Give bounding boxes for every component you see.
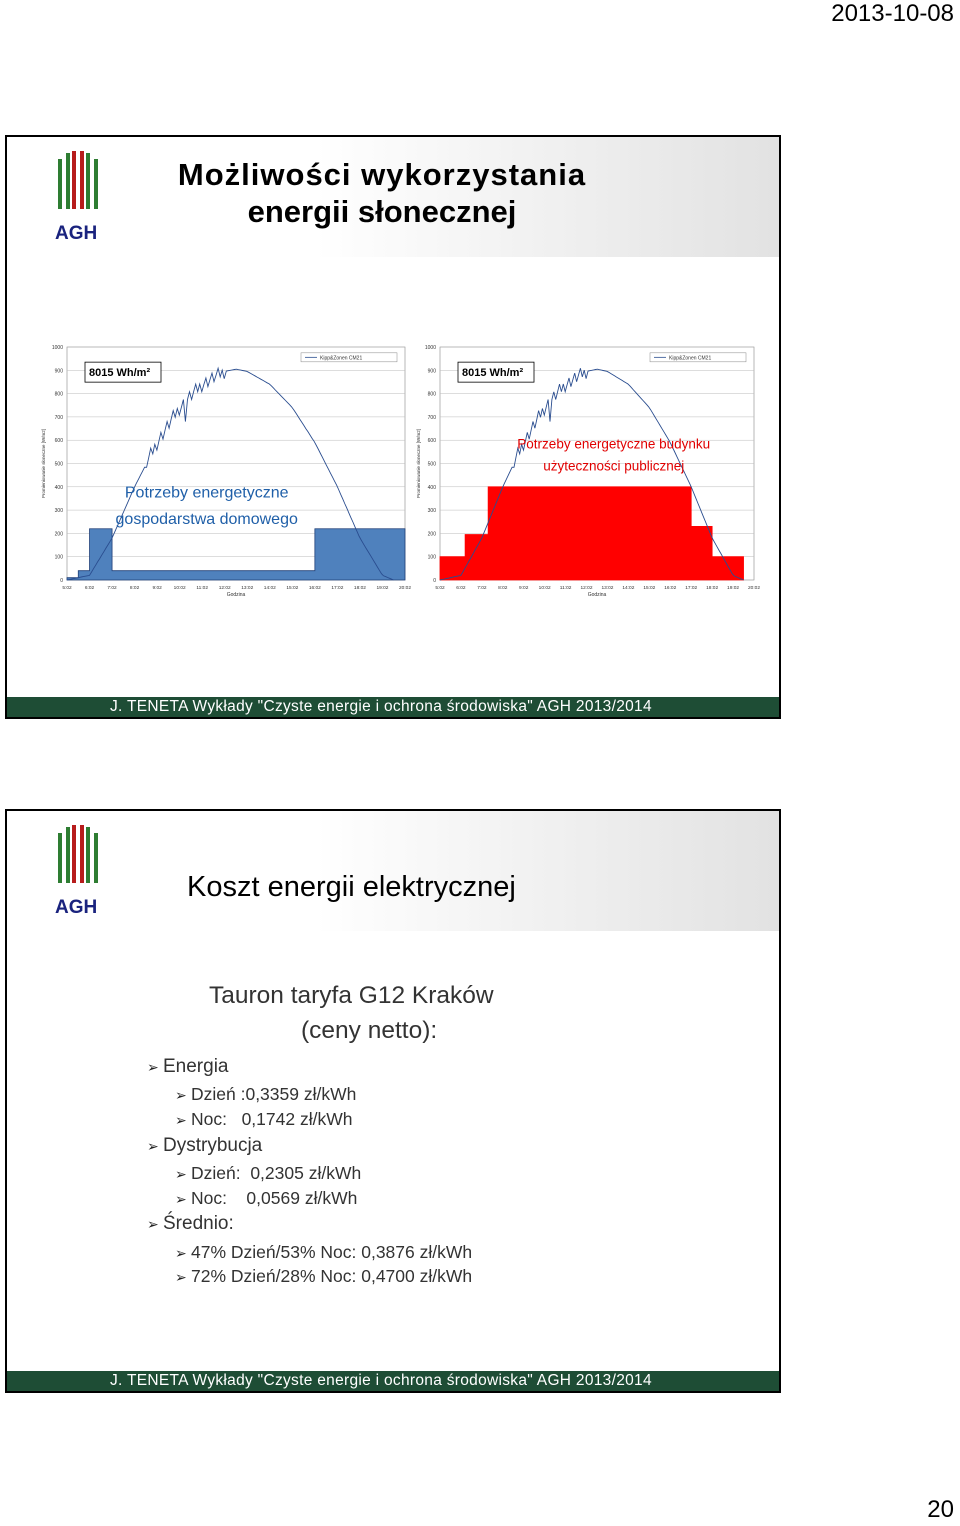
x-tick-label: 18:02 xyxy=(353,586,366,591)
overlay-label: Potrzeby energetyczne xyxy=(124,484,289,502)
y-axis-label: Promieniowanie słoneczne [W/m2] xyxy=(41,428,46,499)
solar-chart-household xyxy=(37,337,412,607)
agh-logo xyxy=(52,823,108,919)
x-tick-label: 14:02 xyxy=(622,586,635,591)
slide-title-line1: Możliwości wykorzystania xyxy=(177,157,587,192)
y-tick-label: 400 xyxy=(54,484,63,491)
x-tick-label: 19:02 xyxy=(376,586,389,591)
x-tick-label: 20:02 xyxy=(747,586,761,591)
x-tick-label: 9:02 xyxy=(152,586,162,591)
annotation-text: 8015 Wh/m² xyxy=(462,367,524,380)
y-tick-label: 700 xyxy=(54,414,63,421)
y-tick-label: 900 xyxy=(54,368,63,375)
solar-chart-public-building xyxy=(412,337,762,607)
x-tick-label: 11:02 xyxy=(559,586,572,591)
x-tick-label: 17:02 xyxy=(331,586,344,591)
x-axis-label: Godzina xyxy=(587,592,607,598)
x-tick-label: 16:02 xyxy=(308,586,321,591)
tariff-subtitle: (ceny netto): xyxy=(301,1017,438,1044)
x-tick-label: 10:02 xyxy=(173,586,186,591)
x-tick-label: 19:02 xyxy=(727,586,740,591)
x-tick-label: 7:02 xyxy=(107,586,117,591)
y-tick-label: 700 xyxy=(427,414,436,421)
y-tick-label: 600 xyxy=(427,438,436,445)
y-tick-label: 300 xyxy=(427,508,436,515)
list-item: ➢ Energia xyxy=(147,1056,229,1077)
x-tick-label: 10:02 xyxy=(538,586,551,591)
x-tick-label: 8:02 xyxy=(498,586,508,591)
overlay-label: Potrzeby energetyczne budynku xyxy=(517,436,711,452)
list-subitem: ➢ 72% Dzień/28% Noc: 0,4700 zł/kWh xyxy=(175,1266,473,1286)
slide-title-line2: energii słonecznej xyxy=(247,194,517,229)
y-tick-label: 100 xyxy=(427,554,436,561)
arrow-bullet-icon: ➢ xyxy=(147,1138,159,1154)
y-axis-label: Promieniowanie słoneczne [W/m2] xyxy=(416,428,421,499)
x-tick-label: 8:02 xyxy=(129,586,140,591)
x-tick-label: 7:02 xyxy=(477,586,487,591)
x-tick-label: 5:02 xyxy=(435,586,445,591)
x-tick-label: 9:02 xyxy=(519,586,529,591)
list-subitem: ➢ 47% Dzień/53% Noc: 0,3876 zł/kWh xyxy=(175,1242,473,1262)
arrow-bullet-icon: ➢ xyxy=(175,1166,187,1182)
x-tick-label: 14:02 xyxy=(263,586,276,591)
logo-text: AGH xyxy=(55,223,98,244)
slide-footer xyxy=(7,1371,779,1391)
list-subitem: ➢ Dzień: 0,2305 zł/kWh xyxy=(175,1163,362,1183)
slide-title: Koszt energii elektrycznej xyxy=(187,871,516,903)
x-tick-label: 6:02 xyxy=(84,586,95,591)
y-tick-label: 800 xyxy=(427,391,436,398)
y-tick-label: 500 xyxy=(427,461,436,468)
y-tick-label: 500 xyxy=(54,461,63,468)
x-tick-label: 15:02 xyxy=(643,586,656,591)
arrow-bullet-icon: ➢ xyxy=(147,1216,159,1232)
list-item: ➢ Średnio: xyxy=(147,1213,234,1234)
list-subitem: ➢ Noc: 0,0569 zł/kWh xyxy=(175,1188,358,1208)
page-number: 20 xyxy=(927,1496,954,1523)
document-date: 2013-10-08 xyxy=(831,0,954,27)
legend-label: Kipp&Zonen CM21 xyxy=(669,355,712,362)
x-tick-label: 12:02 xyxy=(218,586,231,591)
y-tick-label: 0 xyxy=(60,578,63,584)
arrow-bullet-icon: ➢ xyxy=(175,1112,187,1128)
overlay-label: użyteczności publicznej xyxy=(543,458,685,474)
list-subitem: ➢ Dzień :0,3359 zł/kWh xyxy=(175,1084,357,1104)
arrow-bullet-icon: ➢ xyxy=(175,1245,187,1261)
y-tick-label: 1000 xyxy=(424,345,436,351)
y-tick-label: 900 xyxy=(427,368,436,375)
annotation-text: 8015 Wh/m² xyxy=(89,367,151,380)
x-tick-label: 18:02 xyxy=(706,586,719,591)
arrow-bullet-icon: ➢ xyxy=(147,1059,159,1075)
y-tick-label: 200 xyxy=(54,531,63,538)
arrow-bullet-icon: ➢ xyxy=(175,1269,187,1285)
x-tick-label: 13:02 xyxy=(241,586,254,591)
footer-text: J. TENETA Wykłady "Czyste energie i ochrona środowiska" AGH 2013/2014 xyxy=(110,698,652,715)
y-tick-label: 400 xyxy=(427,484,436,491)
slide-electricity-cost xyxy=(5,809,781,1393)
list-subitem: ➢ Noc: 0,1742 zł/kWh xyxy=(175,1109,353,1129)
overlay-label: gospodarstwa domowego xyxy=(115,511,298,529)
y-tick-label: 600 xyxy=(54,438,63,445)
arrow-bullet-icon: ➢ xyxy=(175,1087,187,1103)
x-tick-label: 16:02 xyxy=(664,586,677,591)
x-tick-label: 12:02 xyxy=(580,586,593,591)
x-tick-label: 5:02 xyxy=(62,586,72,591)
y-tick-label: 0 xyxy=(433,578,436,584)
logo-text: AGH xyxy=(55,897,98,918)
x-tick-label: 6:02 xyxy=(456,586,466,591)
y-tick-label: 300 xyxy=(54,508,63,515)
y-tick-label: 800 xyxy=(54,391,63,398)
y-tick-label: 1000 xyxy=(51,345,63,351)
list-item: ➢ Dystrybucja xyxy=(147,1135,263,1156)
slide-solar-energy xyxy=(5,135,781,719)
arrow-bullet-icon: ➢ xyxy=(175,1191,187,1207)
x-tick-label: 17:02 xyxy=(685,586,698,591)
x-tick-label: 11:02 xyxy=(196,586,209,591)
tariff-title: Tauron taryfa G12 Kraków xyxy=(209,982,494,1009)
slide-footer xyxy=(7,697,779,717)
x-tick-label: 15:02 xyxy=(286,586,299,591)
agh-logo xyxy=(52,149,108,245)
y-tick-label: 200 xyxy=(427,531,436,538)
x-tick-label: 13:02 xyxy=(601,586,614,591)
y-tick-label: 100 xyxy=(54,554,63,561)
x-tick-label: 20:02 xyxy=(398,586,412,591)
footer-text: J. TENETA Wykłady "Czyste energie i ochrona środowiska" AGH 2013/2014 xyxy=(110,1372,652,1389)
x-axis-label: Godzina xyxy=(226,592,246,598)
legend-label: Kipp&Zonen CM21 xyxy=(320,355,363,362)
